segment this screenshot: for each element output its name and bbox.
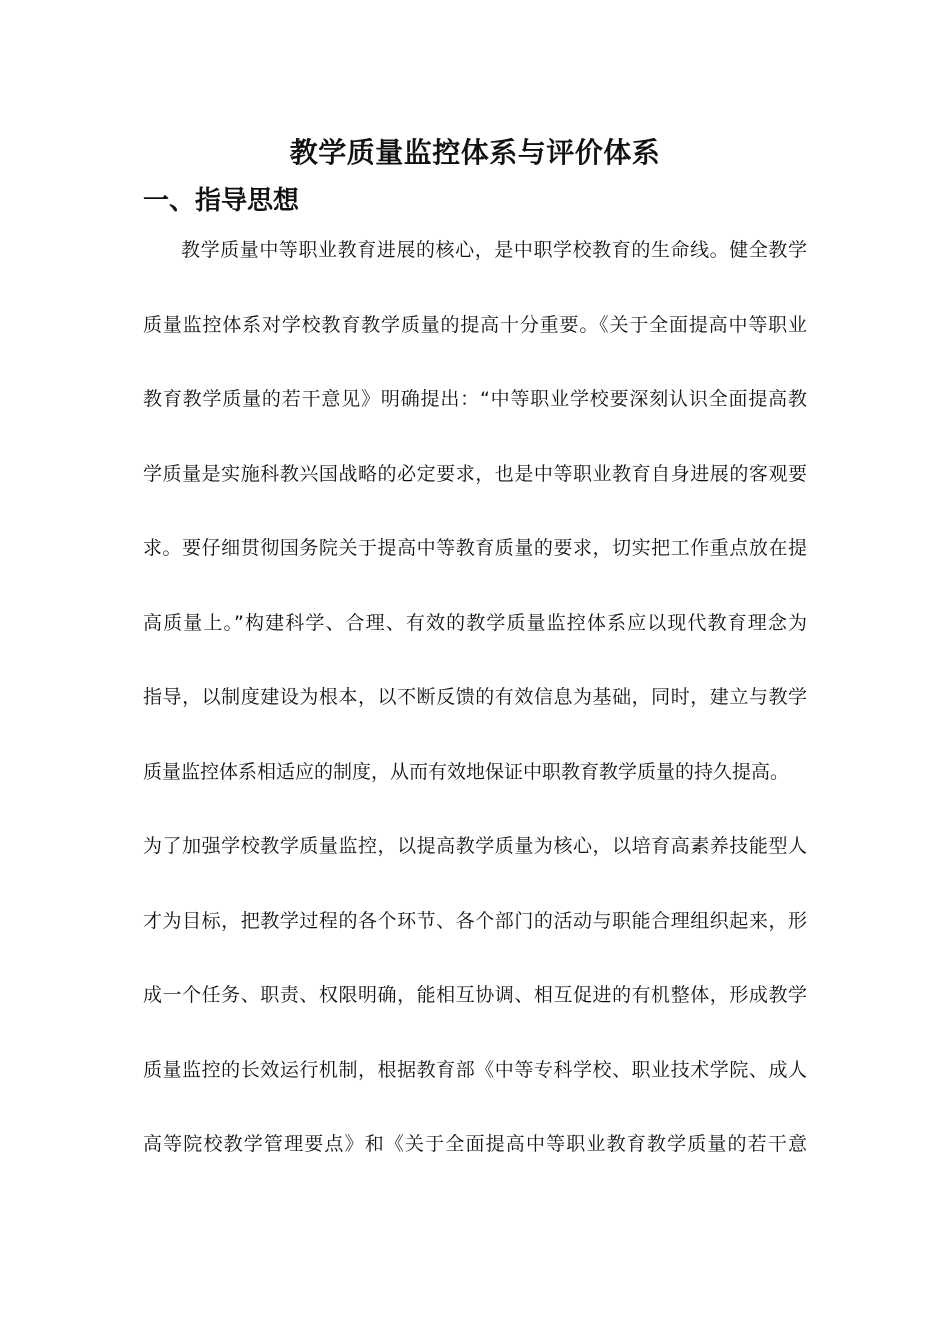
paragraph-line: 高质量上。”构建科学、合理、有效的教学质量监控体系应以现代教育理念为 xyxy=(143,612,807,634)
section-heading: 一、指导思想 xyxy=(143,186,300,216)
paragraph-line: 为了加强学校教学质量监控，以提高教学质量为核心，以培育高素养技能型人 xyxy=(143,835,807,857)
paragraph-line: 学质量是实施科教兴国战略的必定要求，也是中等职业教育自身进展的客观要 xyxy=(143,463,807,485)
document-title: 教学质量监控体系与评价体系 xyxy=(289,136,661,169)
paragraph-line: 教育教学质量的若干意见》明确提出：“中等职业学校要深刻认识全面提高教 xyxy=(143,388,807,410)
paragraph-line: 教学质量中等职业教育进展的核心，是中职学校教育的生命线。健全教学 xyxy=(181,239,807,261)
paragraph-line: 质量监控的长效运行机制，根据教育部《中等专科学校、职业技术学院、成人 xyxy=(143,1059,807,1081)
paragraph-line: 指导，以制度建设为根本，以不断反馈的有效信息为基础，同时，建立与教学 xyxy=(143,686,807,708)
paragraph-line: 高等院校教学管理要点》和《关于全面提高中等职业教育教学质量的若干意 xyxy=(143,1133,807,1155)
paragraph-line: 才为目标，把教学过程的各个环节、各个部门的活动与职能合理组织起来，形 xyxy=(143,910,807,932)
paragraph-line: 质量监控体系对学校教育教学质量的提高十分重要。《关于全面提高中等职业 xyxy=(143,314,807,336)
paragraph-line: 成一个任务、职责、权限明确，能相互协调、相互促进的有机整体，形成教学 xyxy=(143,984,807,1006)
paragraph-line: 求。要仔细贯彻国务院关于提高中等教育质量的要求，切实把工作重点放在提 xyxy=(143,537,807,559)
paragraph-line: 质量监控体系相适应的制度，从而有效地保证中职教育教学质量的持久提高。 xyxy=(143,761,790,783)
